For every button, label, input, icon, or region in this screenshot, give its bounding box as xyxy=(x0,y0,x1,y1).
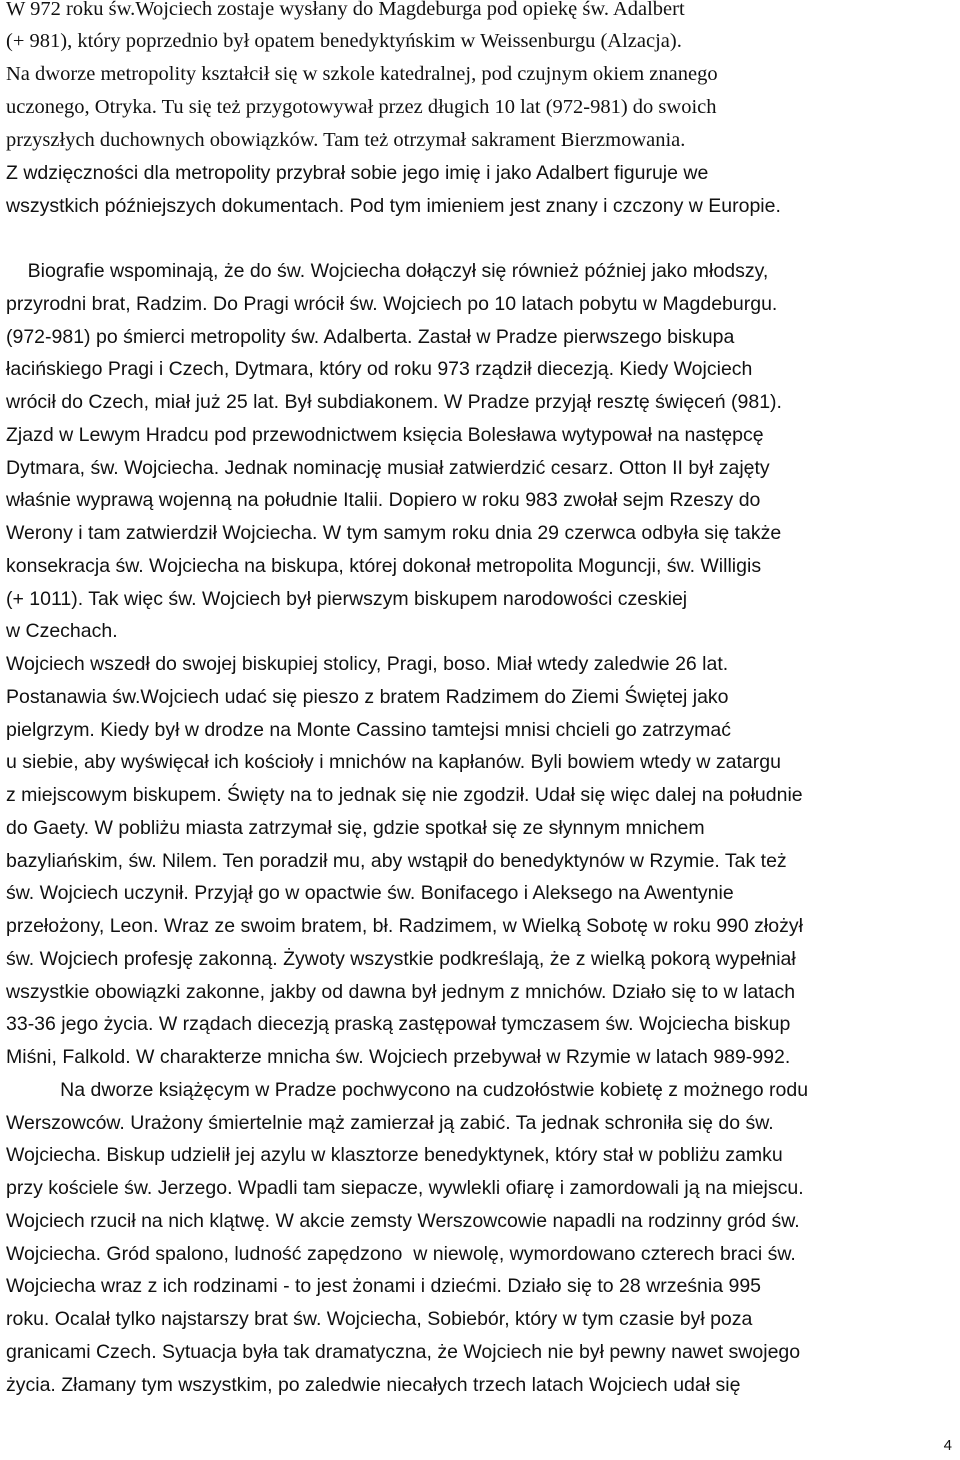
text-line: Biografie wspominają, że do św. Wojciecha dołączył się również później jako młodszy, xyxy=(6,260,769,282)
text-line: przy kościele św. Jerzego. Wpadli tam siepacze, wywlekli ofiarę i zamordowali ją na miejscu. xyxy=(6,1177,804,1199)
text-line: Wojciecha. Gród spalono, ludność zapędzono w niewolę, wymordowano czterech braci św. xyxy=(6,1242,796,1265)
text-line: (+ 981), który poprzednio był opatem benedyktyńskim w Weissenburgu (Alzacja). xyxy=(6,30,682,52)
text-line: pielgrzym. Kiedy był w drodze na Monte Cassino tamtejsi mnisi chcieli go zatrzymać xyxy=(6,718,732,741)
text-line: Wojciecha wraz z ich rodzinami - to jest żonami i dziećmi. Działo się to 28 września 995 xyxy=(6,1275,762,1298)
text-line: właśnie wyprawą wojenną na południe Italii. Dopiero w roku 983 zwołał sejm Rzeszy do xyxy=(6,489,761,512)
text-line: św. Wojciech profesję zakonną. Żywoty wszystkie podkreślają, że z wielką pokorą wypełniał xyxy=(6,947,796,970)
text-line: Na dworze książęcym w Pradze pochwycono na cudzołóstwie kobietę z możnego rodu xyxy=(6,1078,809,1101)
text-line: Zjazd w Lewym Hradcu pod przewodnictwem księcia Bolesława wytypował na następcę xyxy=(6,423,764,446)
text-line: Wojciech rzucił na nich klątwę. W akcie zemsty Werszowcowie napadli na rodzinny gród św. xyxy=(6,1209,800,1232)
text-line: (+ 1011). Tak więc św. Wojciech był pierwszym biskupem narodowości czeskiej xyxy=(6,587,688,610)
text-line: u siebie, aby wyświęcał ich kościoły i mnichów na kapłanów. Byli bowiem wtedy w zatargu xyxy=(6,751,781,774)
text-line: wrócił do Czech, miał już 25 lat. Był subdiakonem. W Pradze przyjął resztę święceń (981). xyxy=(6,391,782,413)
text-line: (972-981) po śmierci metropolity św. Adalberta. Zastał w Pradze pierwszego biskupa xyxy=(6,325,735,348)
text-line: Miśni, Falkold. W charakterze mnicha św. Wojciech przebywał w Rzymie w latach 989-992. xyxy=(6,1046,791,1068)
text-line: życia. Złamany tym wszystkim, po zaledwie niecałych trzech latach Wojciech udał się xyxy=(6,1373,741,1396)
text-line: Wojciech wszedł do swojej biskupiej stolicy, Pragi, boso. Miał wtedy zaledwie 26 lat. xyxy=(6,653,729,675)
text-line: uczonego, Otryka. Tu się też przygotowywał przez długich 10 lat (972-981) do swoich xyxy=(6,96,717,118)
text-line: granicami Czech. Sytuacja była tak dramatyczna, że Wojciech nie był pewny nawet swojego xyxy=(6,1340,801,1363)
text-line: św. Wojciech uczynił. Przyjął go w opactwie św. Bonifacego i Aleksego na Awentynie xyxy=(6,882,734,905)
text-line: konsekracja św. Wojciecha na biskupa, której dokonał metropolita Moguncji, św. Willigis xyxy=(6,554,762,577)
text-line: z miejscowym biskupem. Święty na to jednak się nie zgodził. Udał się więc dalej na południe xyxy=(6,784,803,806)
text-line: przyszłych duchownych obowiązków. Tam też otrzymał sakrament Bierzmowania. xyxy=(6,129,686,151)
text-line: bazyliańskim, św. Nilem. Ten poradził mu, aby wstąpił do benedyktynów w Rzymie. Tak też xyxy=(6,849,787,872)
text-line: do Gaety. W pobliżu miasta zatrzymał się, gdzie spotkał się ze słynnym mnichem xyxy=(6,816,705,839)
text-line: przełożony, Leon. Wraz ze swoim bratem, bł. Radzimem, w Wielką Sobotę w roku 990 złożył xyxy=(6,915,803,937)
text-line: Wojciecha. Biskup udzielił jej azylu w klasztorze benedyktynek, który stał w pobliżu zamku xyxy=(6,1144,783,1167)
text-line: łacińskiego Pragi i Czech, Dytmara, który od roku 973 rządził diecezją. Kiedy Wojciech xyxy=(6,358,753,381)
text-line: przyrodni brat, Radzim. Do Pragi wrócił św. Wojciech po 10 latach pobytu w Magdeburgu. xyxy=(6,292,778,315)
text-line: roku. Ocalał tylko najstarszy brat św. Wojciecha, Sobiebór, który w tym czasie był poza xyxy=(6,1308,753,1330)
text-line: Werony i tam zatwierdził Wojciecha. W tym samym roku dnia 29 czerwca odbyła się także xyxy=(6,522,782,544)
text-line: Werszowców. Urażony śmiertelnie mąż zamierzał ją zabić. Ta jednak schroniła się do św. xyxy=(6,1111,774,1134)
text-line: Postanawia św.Wojciech udać się pieszo z bratem Radzimem do Ziemi Świętej jako xyxy=(6,685,729,708)
text-line: W 972 roku św.Wojciech zostaje wysłany do Magdeburga pod opiekę św. Adalbert xyxy=(6,0,685,20)
text-line: 33-36 jego życia. W rządach diecezją praską zastępował tymczasem św. Wojciecha biskup xyxy=(6,1013,791,1036)
text-line: w Czechach. xyxy=(6,620,118,643)
text-line: Na dworze metropolity kształcił się w szkole katedralnej, pod czujnym okiem znanego xyxy=(6,63,718,85)
page-number: 4 xyxy=(943,1437,952,1454)
text-line: Z wdzięczności dla metropolity przybrał sobie jego imię i jako Adalbert figuruje we xyxy=(6,162,709,184)
text-line: Dytmara, św. Wojciecha. Jednak nominację musiał zatwierdzić cesarz. Otton II był zajęty xyxy=(6,456,770,479)
text-line: wszystkich późniejszych dokumentach. Pod tym imieniem jest znany i czczony w Europie. xyxy=(6,195,781,217)
text-line: wszystkie obowiązki zakonne, jakby od dawna był jednym z mnichów. Działo się to w latach xyxy=(6,980,796,1003)
